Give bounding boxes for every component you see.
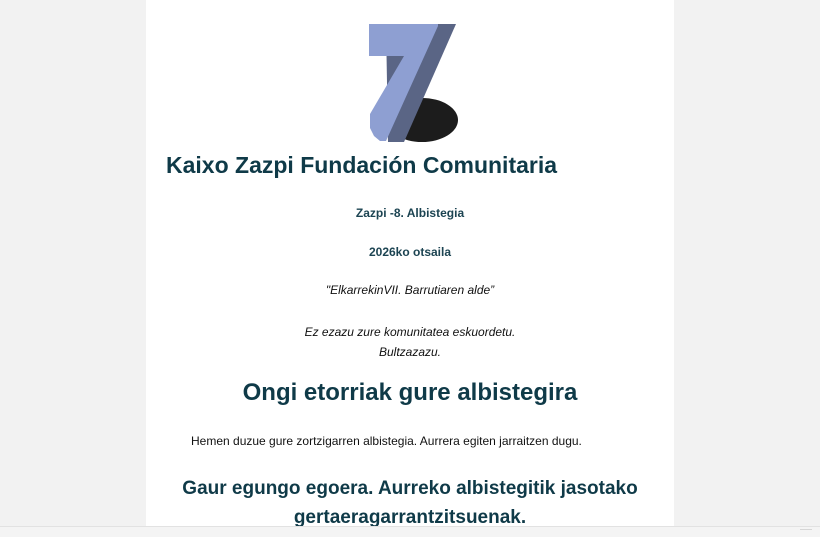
newsletter-slogan: "ElkarrekinVII. Barrutiaren alde” bbox=[325, 283, 495, 297]
zazpi-seven-logo-icon bbox=[366, 24, 466, 144]
newsletter-date: 2026ko otsaila bbox=[368, 245, 452, 259]
tagline-line-1: Ez ezazu zure komunitatea eskuordetu. bbox=[304, 325, 516, 339]
intro-paragraph: Hemen duzue gure zortzigarren albistegia. Aurrera egiten jarraitzen dugu. bbox=[191, 434, 582, 448]
scrollbar-corner bbox=[800, 529, 812, 534]
welcome-heading: Ongi etorriak gure albistegira bbox=[242, 379, 578, 406]
newsletter-page bbox=[146, 0, 674, 526]
org-title: Kaixo Zazpi Fundación Comunitaria bbox=[166, 152, 558, 178]
newsletter-issue: Zazpi -8. Albistegia bbox=[355, 206, 465, 220]
newsletter-tagline bbox=[146, 322, 674, 362]
horizontal-scrollbar[interactable] bbox=[0, 526, 820, 537]
status-heading: Gaur egungo egoera. Aurreko albistegitik jasotako gertaeragarrantzitsuenak. bbox=[182, 478, 638, 526]
tagline-line-2: Bultzazazu. bbox=[378, 345, 442, 359]
